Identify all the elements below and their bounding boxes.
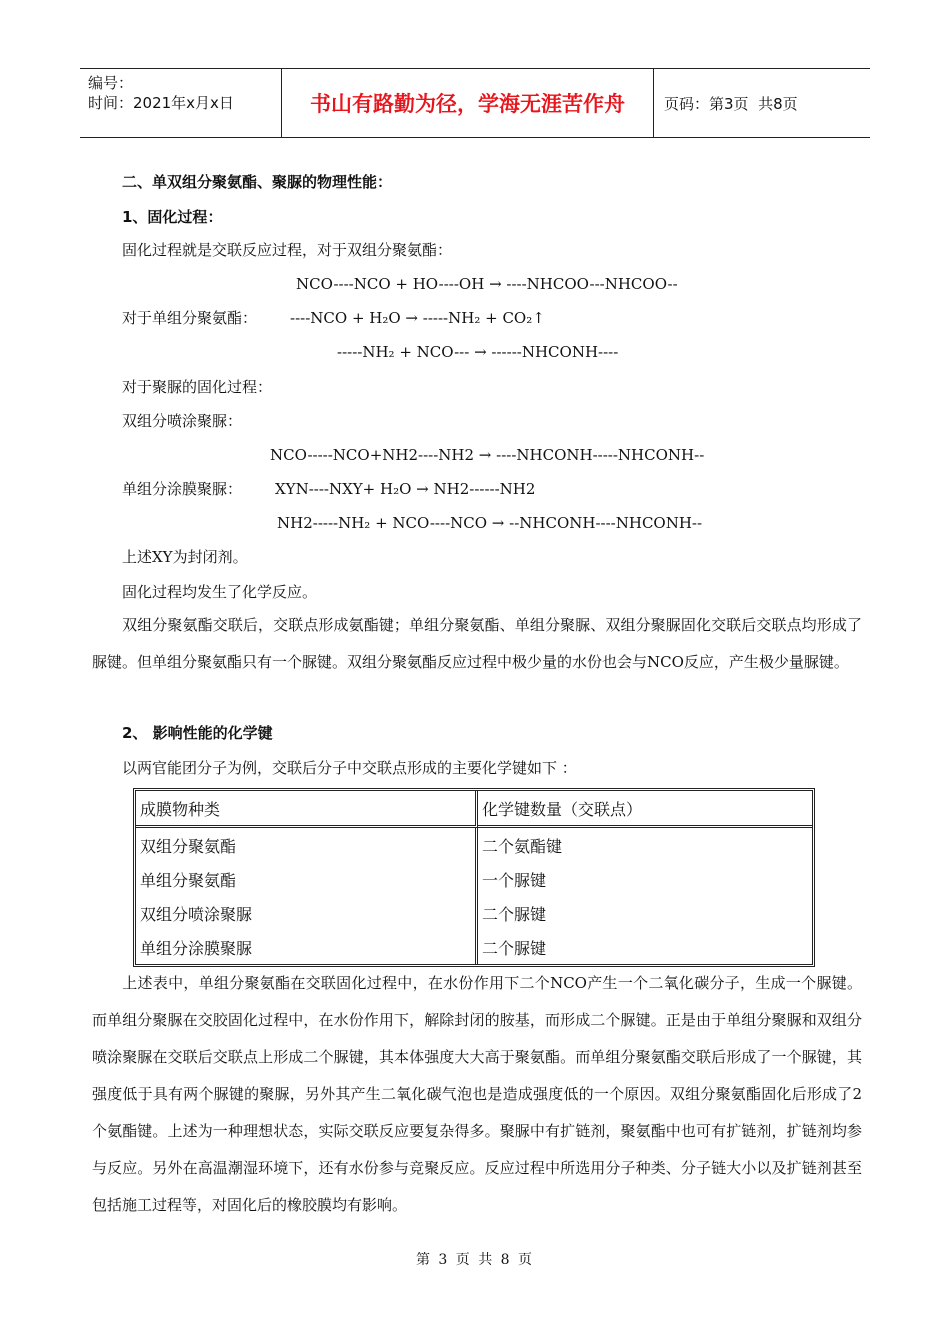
table-cell: 单组分涂膜聚脲 <box>136 930 478 964</box>
table-row <box>136 862 812 896</box>
table-cell: 二个脲键 <box>482 904 547 924</box>
subsection-2-title: 2、 影响性能的化学键 <box>122 724 273 742</box>
table-intro: 以两官能团分子为例，交联后分子中交联点形成的主要化学键如下 ： <box>122 759 577 777</box>
equation-6: NH2-----NH₂ + NCO----NCO → --NHCONH----NHCONH-- <box>277 514 703 532</box>
table-header-row <box>136 791 812 828</box>
equation-1: NCO----NCO + HO----OH → ----NHCOO---NHCOO-- <box>296 275 678 293</box>
paragraph-1 <box>92 607 862 681</box>
page-header <box>80 68 870 138</box>
table-header-cell: 成膜物种类 <box>136 791 478 828</box>
intro-text: 固化过程就是交联反应过程，对于双组分聚氨酯： <box>122 241 453 259</box>
table-cell: 二个脲键 <box>482 938 547 958</box>
equation-5: XYN----NXY+ H₂O → NH2------NH2 <box>275 480 536 498</box>
film-label: 单组分涂膜聚脲： <box>122 480 243 498</box>
table-cell: 一个脲键 <box>482 870 547 890</box>
chemical-bond-table <box>133 788 815 967</box>
section-title: 二、单双组分聚氨酯、聚脲的物理性能： <box>122 173 393 191</box>
table-cell: 双组分喷涂聚脲 <box>136 896 478 930</box>
header-info <box>80 69 282 137</box>
xy-note: 上述XY为封闭剂。 <box>122 548 248 566</box>
paragraph-2-text: 上述表中，单组分聚氨酯在交联固化过程中，在水份作用下二个NCO产生一个二氧化碳分子，生成一个脲键。而单组分聚脲在交胶固化过程中，在水份作用下，解除封闭的胺基，而形成二个脲键。正是由于单组分聚脲和双组分喷涂聚脲在交联后交联点上形成二个脲键，其本体强度大大高于聚氨酯。而单组分聚氨酯交联后形成了一个脲键，其强度低于具有两个脲键的聚脲，另外其产生二氧化碳气泡也是造成强度低的一个原因。双组分聚氨酯固化后形成了2个氨酯键。上述为一种理想状态，实际交联反应要复杂得多。聚脲中有扩链剂，聚氨酯中也可有扩链剂，扩链剂均参与反应。另外在高温潮湿环境下，还有水份参与竞聚反应。反应过程中所选用分子种类、分子链大小以及扩链剂甚至包括施工过程等，对固化后的橡胶膜均有影响。 <box>92 974 862 1214</box>
single-pu-label: 对于单组分聚氨酯： <box>122 309 258 327</box>
equation-3: -----NH₂ + NCO--- → ------NHCONH---- <box>337 343 619 361</box>
table-row <box>136 828 812 862</box>
equation-2: ----NCO + H₂O → -----NH₂ + CO₂↑ <box>290 309 545 327</box>
table-row <box>136 896 812 930</box>
page-code-text: 页码：第3页 共8页 <box>664 94 798 113</box>
header-motto: 书山有路勤为径，学海无涯苦作舟 <box>282 69 654 137</box>
table-cell: 单组分聚氨酯 <box>136 862 478 896</box>
doc-number-label: 编号： <box>88 74 134 92</box>
table-cell: 双组分聚氨酯 <box>136 828 478 862</box>
table-header-cell: 化学键数量（交联点） <box>478 791 812 828</box>
spray-label: 双组分喷涂聚脲： <box>122 412 243 430</box>
subsection-1-title: 1、固化过程： <box>122 208 223 226</box>
page-footer: 第 3 页 共 8 页 <box>415 1252 535 1268</box>
table-row <box>136 930 812 964</box>
doc-date: 时间：2021年x月x日 <box>88 94 234 112</box>
paragraph-1-text: 双组分聚氨酯交联后，交联点形成氨酯键；单组分聚氨酯、单组分聚脲、双组分聚脲固化交联后交联点均形成了脲键。但单组分聚氨酯只有一个脲键。双组分聚氨酯反应过程中极少量的水份也会与NCO反应，产生极少量脲键。 <box>92 616 862 671</box>
table-cell: 二个氨酯键 <box>482 836 563 856</box>
paragraph-2 <box>92 965 862 1224</box>
chem-note: 固化过程均发生了化学反应。 <box>122 583 318 601</box>
urea-label: 对于聚脲的固化过程： <box>122 378 273 396</box>
equation-4: NCO-----NCO+NH2----NH2 → ----NHCONH-----NHCONH-- <box>270 446 705 464</box>
header-page-code <box>654 69 870 137</box>
